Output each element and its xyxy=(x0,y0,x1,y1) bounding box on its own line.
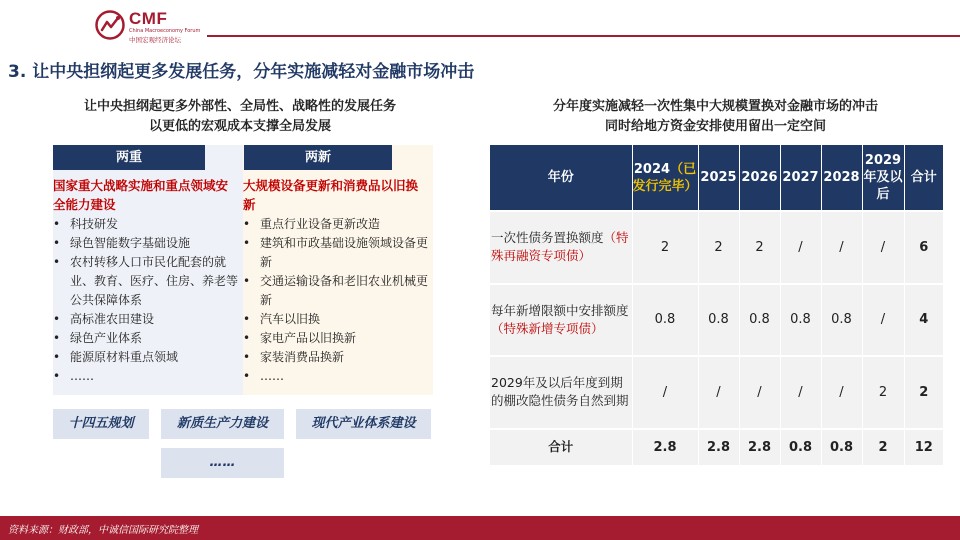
list-item: • 交通运输设备和老旧农业机械更新 xyxy=(243,272,429,310)
list-item: • 能源原材料重点领域 xyxy=(53,348,239,367)
table-cell-total: 6 xyxy=(904,211,943,284)
source-note: 资料来源：财政部，中诚信国际研究院整理 xyxy=(8,525,198,536)
row-note: （特殊再融资专项债） xyxy=(491,230,629,264)
header-cell-2026: 2026 xyxy=(739,145,780,211)
table-cell: / xyxy=(821,211,862,284)
table-cell: 2.8 xyxy=(739,429,780,465)
right-heading-line2: 同时给地方资金安排使用留出一定空间 xyxy=(604,119,826,134)
table-cell: 0.8 xyxy=(632,284,698,357)
table-cell: 2 xyxy=(698,211,739,284)
left-heading xyxy=(30,97,450,137)
brand-logo xyxy=(95,8,205,44)
list-item: • 农村转移人口市民化配套的就业、教育、医疗、住房、养老等公共保障体系 xyxy=(53,253,239,310)
chip-five-year-plan: 十四五规划 xyxy=(53,409,149,439)
row-note: （特殊新增专项债） xyxy=(491,320,604,336)
list-item: • 高标准农田建设 xyxy=(53,310,239,329)
header-cell-2027: 2027 xyxy=(780,145,821,211)
row-label xyxy=(490,284,632,357)
row-label xyxy=(490,211,632,284)
table-cell-total: 12 xyxy=(904,429,943,465)
list-item: • 家装消费品换新 xyxy=(243,348,429,367)
left-heading-line1: 让中央担纲起更多外部性、全局性、战略性的发展任务 xyxy=(83,99,396,114)
table-cell: / xyxy=(739,356,780,429)
table-cell: / xyxy=(698,356,739,429)
header-cell-2029: 2029年及以后 xyxy=(862,145,904,211)
total-label: 合计 xyxy=(490,429,632,465)
table-cell: 2.8 xyxy=(632,429,698,465)
column-list xyxy=(53,215,239,386)
table-cell: / xyxy=(632,356,698,429)
table-row xyxy=(490,211,943,284)
table-cell: / xyxy=(821,356,862,429)
column-tag: 两新 xyxy=(244,145,392,170)
brand-name: CMF xyxy=(129,9,168,28)
debt-swap-table xyxy=(490,145,943,465)
chip-modern-industry: 现代产业体系建设 xyxy=(296,409,431,439)
column-list xyxy=(243,215,429,386)
table-cell: 0.8 xyxy=(739,284,780,357)
cmf-logo-icon xyxy=(95,10,125,40)
brand-subtitle: China Macroeconomy Forum xyxy=(129,28,201,34)
footer-bar xyxy=(0,516,960,540)
column-liangxin xyxy=(243,145,433,395)
table-cell: 2 xyxy=(862,429,904,465)
table-total-row xyxy=(490,429,943,465)
row-item: 2029年及以后年度到期的棚改隐性债务自然到期 xyxy=(491,375,629,409)
column-heading: 大规模设备更新和消费品以旧换新 xyxy=(243,178,419,212)
table-cell: 0.8 xyxy=(821,284,862,357)
row-label xyxy=(490,356,632,429)
list-item: • 重点行业设备更新改造 xyxy=(243,215,429,234)
row-item: 每年新增限额中安排额度 xyxy=(491,302,629,318)
list-item: • 家电产品以旧换新 xyxy=(243,329,429,348)
header-cell-2025: 2025 xyxy=(698,145,739,211)
column-heading: 国家重大战略实施和重点领域安全能力建设 xyxy=(53,178,229,212)
table-cell: 2 xyxy=(739,211,780,284)
list-item: • 绿色产业体系 xyxy=(53,329,239,348)
row-item: 一次性债务置换额度 xyxy=(491,230,604,246)
table-cell: / xyxy=(862,284,904,357)
list-item: • 建筑和市政基础设施领域设备更新 xyxy=(243,234,429,272)
table-cell: 2 xyxy=(632,211,698,284)
column-tag: 两重 xyxy=(53,145,205,170)
left-heading-line2: 以更低的宏观成本支撑全局发展 xyxy=(148,119,331,134)
header-cell-year: 年份 xyxy=(490,145,632,211)
list-item: • 科技研发 xyxy=(53,215,239,234)
table-row xyxy=(490,284,943,357)
chip-new-productivity: 新质生产力建设 xyxy=(161,409,284,439)
table-cell: 0.8 xyxy=(821,429,862,465)
table-cell-total: 4 xyxy=(904,284,943,357)
table-cell: / xyxy=(780,211,821,284)
list-item: • 汽车以旧换 xyxy=(243,310,429,329)
header-2024-note: （已发行完毕） xyxy=(632,161,698,194)
right-heading-line1: 分年度实施减轻一次性集中大规模置换对金融市场的冲击 xyxy=(552,99,878,114)
right-heading xyxy=(488,97,943,137)
page-title: 3. 让中央担纲起更多发展任务，分年实施减轻对金融市场冲击 xyxy=(8,62,475,82)
table-cell: 2 xyxy=(862,356,904,429)
column-liangzhong xyxy=(53,145,243,395)
table-cell: 2.8 xyxy=(698,429,739,465)
list-item: • …… xyxy=(243,367,429,386)
table-cell-total: 2 xyxy=(904,356,943,429)
chip-ellipsis: …… xyxy=(161,448,284,478)
table-cell: 0.8 xyxy=(698,284,739,357)
table-row xyxy=(490,356,943,429)
header-2024-label: 2024 xyxy=(633,161,671,177)
brand-name-cn: 中国宏观经济论坛 xyxy=(129,36,181,44)
table-cell: 0.8 xyxy=(780,429,821,465)
table-header-row xyxy=(490,145,943,211)
table-cell: 0.8 xyxy=(780,284,821,357)
list-item: • 绿色智能数字基础设施 xyxy=(53,234,239,253)
table-cell: / xyxy=(862,211,904,284)
header-cell-2028: 2028 xyxy=(821,145,862,211)
header-cell-2024 xyxy=(632,145,698,211)
list-item: • …… xyxy=(53,367,239,386)
table-cell: / xyxy=(780,356,821,429)
header-cell-total: 合计 xyxy=(904,145,943,211)
header-rule xyxy=(207,35,960,37)
